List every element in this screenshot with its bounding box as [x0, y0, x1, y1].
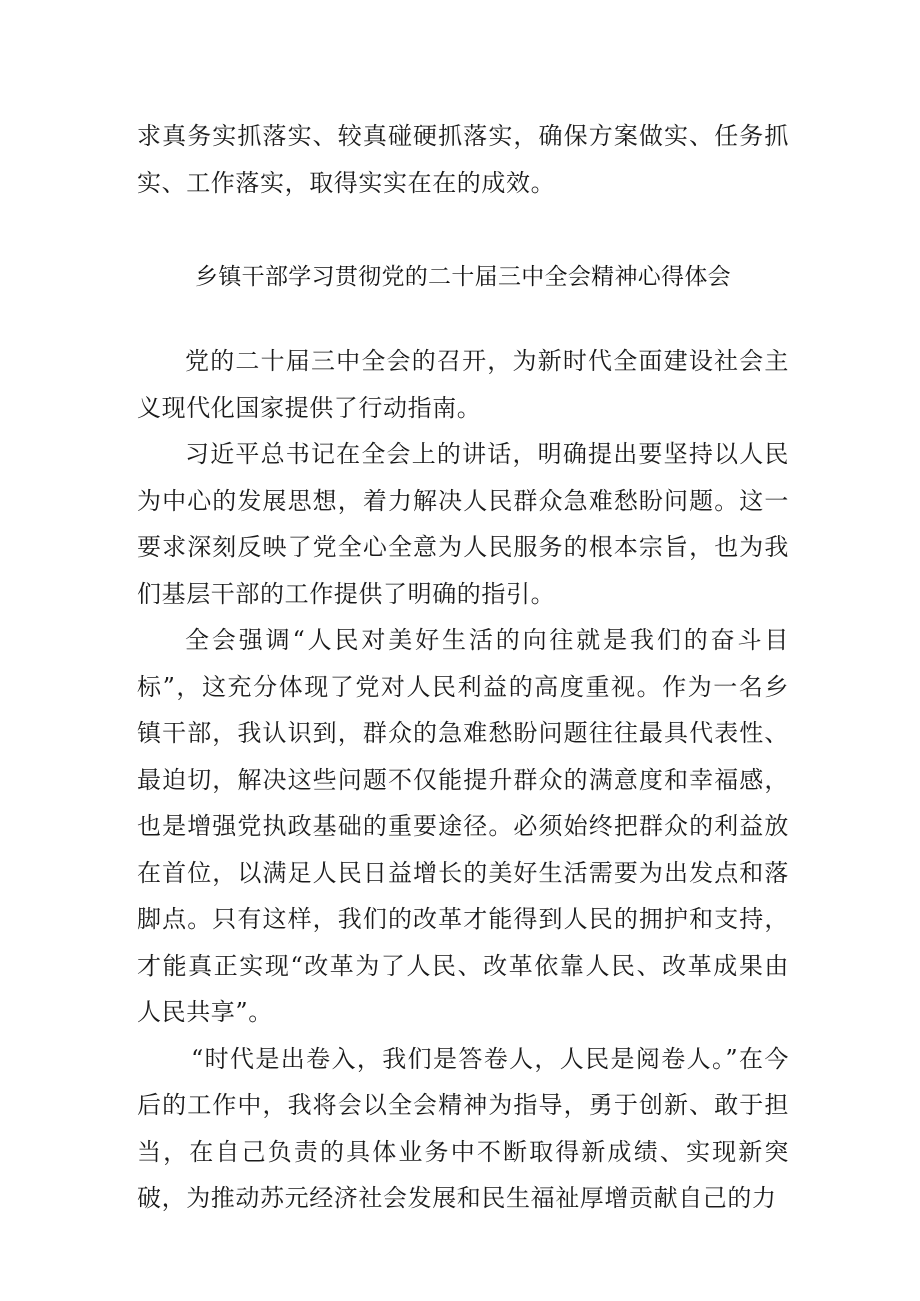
body-text-block	[137, 338, 789, 1222]
paragraph-1: 党的二十届三中全会的召开，为新时代全面建设社会主义现代化国家提供了行动指南。	[137, 347, 789, 422]
paragraph-4: “时代是出卷入，我们是答卷人，人民是阅卷人。”在今后的工作中，我将会以全会精神为指导，勇于创新、敢于担当，在自己负责的具体业务中不断取得新成绩、实现新突破，为推动苏元经济社会发展和民生福祉厚增贡献自己的力	[137, 1044, 789, 1212]
document-title: 乡镇干部学习贯彻党的二十届三中全会精神心得体会	[195, 264, 731, 290]
paragraph-2: 习近平总书记在全会上的讲话，明确提出要坚持以人民为中心的发展思想，着力解决人民群众急难愁盼问题。这一要求深刻反映了党全心全意为人民服务的根本宗旨，也为我们基层干部的工作提供了明确的指引。	[137, 440, 789, 608]
paragraph-3: 全会强调“人民对美好生活的向往就是我们的奋斗目标”，这充分体现了党对人民利益的高度重视。作为一名乡镇干部，我认识到，群众的急难愁盼问题往往最具代表性、最迫切，解决这些问题不仅能提升群众的满意度和幸福感，也是增强党执政基础的重要途径。必须始终把群众的利益放在首位，以满足人民日益增长的美好生活需要为出发点和落脚点。只有这样，我们的改革才能得到人民的拥护和支持，才能真正实现“改革为了人民、改革依靠人民、改革成果由人民共享”。	[137, 626, 789, 1026]
continuation-paragraph: 求真务实抓落实、较真碰硬抓落实，确保方案做实、任务抓实、工作落实，取得实实在在的成效。	[137, 122, 789, 197]
continuation-text-block	[137, 113, 789, 206]
